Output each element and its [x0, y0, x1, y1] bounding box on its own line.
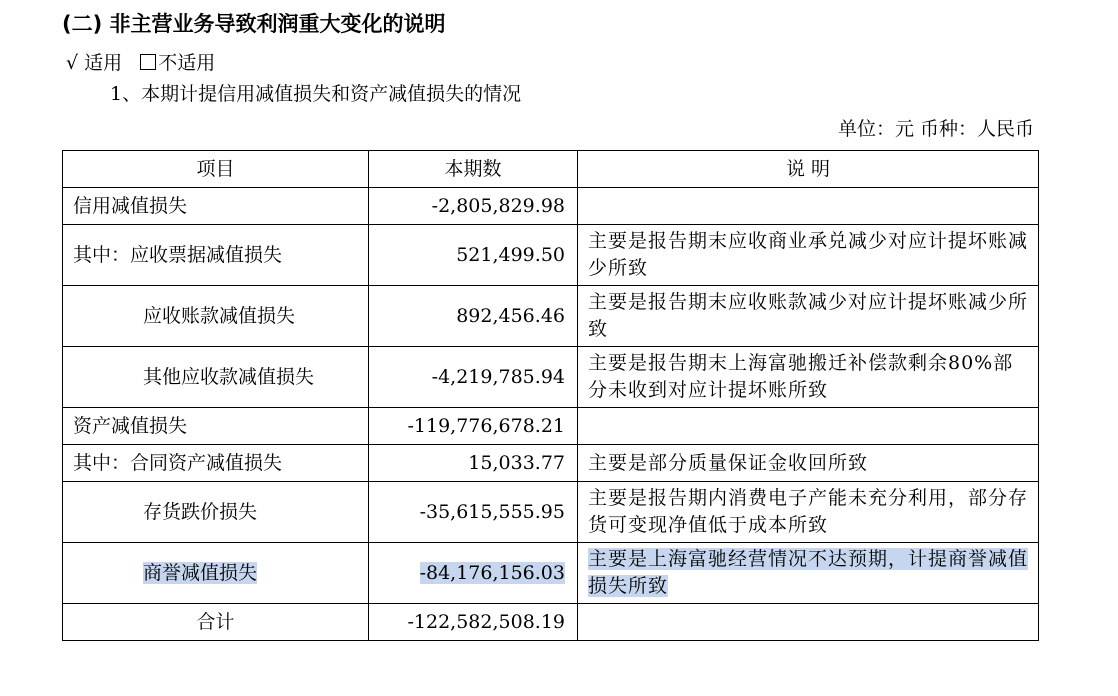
row-item: 资产减值损失 — [63, 408, 369, 445]
subsection-heading: 1、本期计提信用减值损失和资产减值损失的情况 — [110, 83, 522, 105]
row-amount: -122,582,508.19 — [369, 604, 578, 641]
unchecked-box-icon — [140, 54, 156, 70]
row-note: 主要是报告期内消费电子产能未充分利用，部分存货可变现净值低于成本所致 — [578, 482, 1039, 543]
row-amount: 892,456.46 — [369, 286, 578, 347]
row-item: 存货跌价损失 — [63, 482, 369, 543]
check-mark-icon: √ — [66, 52, 79, 74]
row-amount: -84,176,156.03 — [419, 561, 565, 584]
row-note — [578, 408, 1039, 445]
row-note: 主要是报告期末应收商业承兑减少对应计提坏账减少所致 — [578, 225, 1039, 286]
row-amount: -119,776,678.21 — [369, 408, 578, 445]
table-row — [63, 225, 1039, 286]
table-row — [63, 445, 1039, 482]
table-row — [63, 543, 1039, 604]
row-item: 合计 — [63, 604, 369, 641]
column-header-note: 说 明 — [578, 151, 1039, 188]
row-amount-cell — [369, 543, 578, 604]
column-header-item: 项目 — [63, 151, 369, 188]
row-note: 主要是部分质量保证金收回所致 — [578, 445, 1039, 482]
table-row — [63, 188, 1039, 225]
row-item: 商誉减值损失 — [143, 561, 258, 584]
row-note — [578, 188, 1039, 225]
row-item: 其中：应收票据减值损失 — [63, 225, 369, 286]
row-item: 信用减值损失 — [63, 188, 369, 225]
row-amount: 15,033.77 — [369, 445, 578, 482]
applicable-label: 适用 — [84, 52, 123, 74]
row-amount: -4,219,785.94 — [369, 347, 578, 408]
column-header-amount: 本期数 — [369, 151, 578, 188]
impairment-table — [62, 150, 1039, 641]
row-item: 其中：合同资产减值损失 — [63, 445, 369, 482]
row-item-cell — [63, 543, 369, 604]
applicability-line — [66, 48, 215, 75]
table-row — [63, 482, 1039, 543]
row-item: 其他应收款减值损失 — [63, 347, 369, 408]
table-row — [63, 604, 1039, 641]
row-item: 应收账款减值损失 — [63, 286, 369, 347]
row-note-cell — [578, 543, 1039, 604]
table-row — [63, 408, 1039, 445]
table-row — [63, 347, 1039, 408]
row-note: 主要是报告期末应收账款减少对应计提坏账减少所致 — [578, 286, 1039, 347]
row-note: 主要是上海富驰经营情况不达预期，计提商誉减值损失所致 — [588, 548, 1029, 597]
table-row — [63, 286, 1039, 347]
table-header-row — [63, 151, 1039, 188]
row-note — [578, 604, 1039, 641]
row-amount: -2,805,829.98 — [369, 188, 578, 225]
row-note: 主要是报告期末上海富驰搬迁补偿款剩余80%部分未收到对应计提坏账所致 — [578, 347, 1039, 408]
section-heading: (二) 非主营业务导致利润重大变化的说明 — [62, 12, 446, 36]
row-amount: 521,499.50 — [369, 225, 578, 286]
row-amount: -35,615,555.95 — [369, 482, 578, 543]
not-applicable-label: 不适用 — [158, 52, 216, 74]
unit-currency-line: 单位：元 币种：人民币 — [837, 118, 1034, 140]
